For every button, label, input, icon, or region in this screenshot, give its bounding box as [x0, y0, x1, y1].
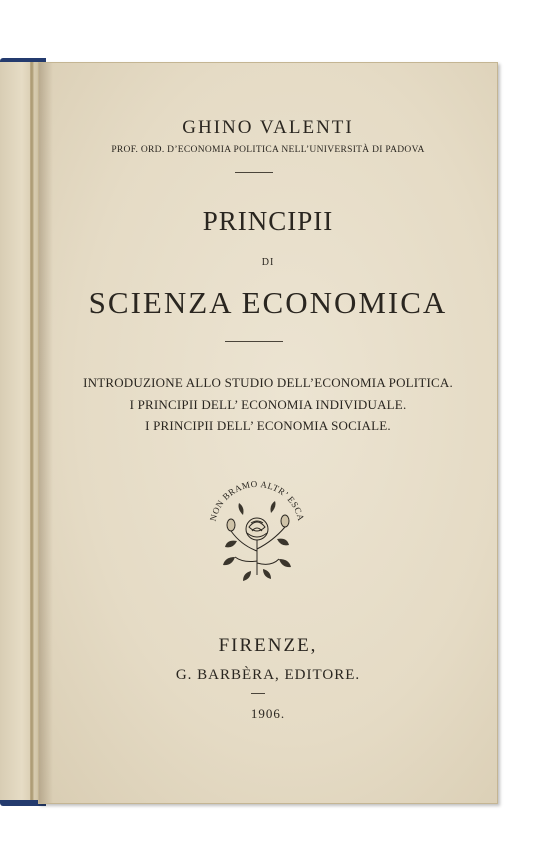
divider-rule [235, 172, 273, 173]
contents-line: I PRINCIPII DELL’ ECONOMIA INDIVIDUALE. [129, 397, 407, 412]
svg-text:NON BRAMO ALTR’ ESCA [208, 479, 306, 522]
book-title-line-3: SCIENZA ECONOMICA [88, 285, 448, 320]
author-name: GHINO VALENTI [182, 117, 354, 138]
author-affiliation: PROF. ORD. D’ECONOMIA POLITICA NELL’UNIVERSITÀ DI PADOVA [111, 145, 425, 155]
divider-rule [251, 693, 265, 694]
divider-rule [225, 341, 283, 342]
binding-fold [30, 62, 34, 800]
contents-line: INTRODUZIONE ALLO STUDIO DELL’ECONOMIA POLITICA. [83, 375, 453, 390]
publisher-name: G. BARBÈRA, EDITORE. [175, 667, 361, 683]
publication-year: 1906. [250, 706, 286, 721]
book-title-line-2: DI [261, 257, 275, 268]
title-page [38, 62, 498, 804]
publication-city: FIRENZE, [218, 635, 318, 656]
book-title-line-1: PRINCIPII [202, 206, 334, 236]
printer-mark-motto: NON BRAMO ALTR’ ESCA [207, 478, 307, 523]
contents-line: I PRINCIPII DELL’ ECONOMIA SOCIALE. [145, 418, 391, 433]
rose-emblem-icon [207, 471, 307, 585]
flyleaf [0, 62, 41, 800]
